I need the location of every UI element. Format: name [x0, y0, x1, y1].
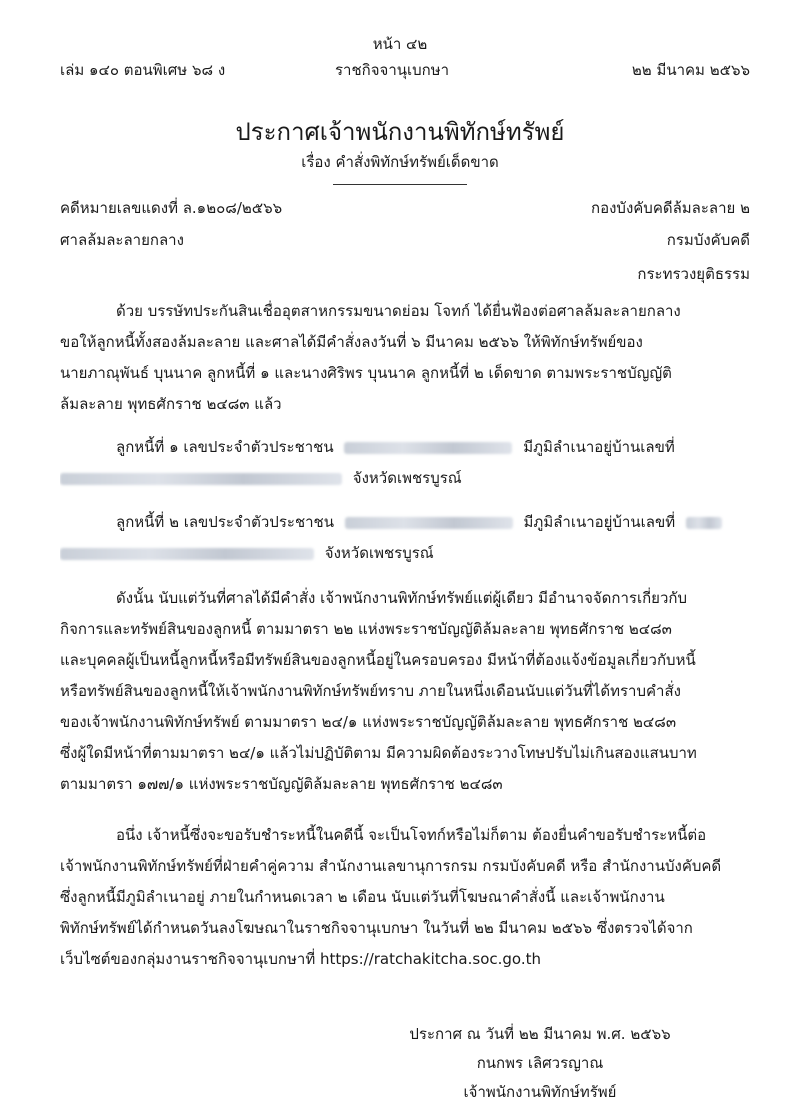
paragraph-intro: [60, 296, 750, 420]
debtor-2-id-label: ลูกหนี้ที่ ๒ เลขประจำตัวประชาชน: [116, 513, 334, 531]
paragraph-line: ซึ่งผู้ใดมีหน้าที่ตามมาตรา ๒๔/๑ แล้วไม่ปฏิบัติตาม มีความผิดต้องระวางโทษปรับไม่เกินสองแสนบาท: [60, 744, 697, 762]
paragraph-line: หรือทรัพย์สินของลูกหนี้ให้เจ้าพนักงานพิทักษ์ทรัพย์ทราบ ภายในหนึ่งเดือนนับแต่วันที่ได้ทราบคำสั่ง: [60, 682, 681, 700]
debtor-1-line: [60, 463, 750, 494]
paragraph-line: นายภาณุพันธ์ บุนนาค ลูกหนี้ที่ ๑ และนางศิริพร บุนนาค ลูกหนี้ที่ ๒ เด็ดขาด ตามพระราชบัญญัติ: [60, 364, 672, 382]
signer-name: กนกพร เลิศวรญาณ: [476, 1054, 604, 1072]
debtor-2-line: [60, 538, 750, 569]
paragraph-line: ดังนั้น นับแต่วันที่ศาลได้มีคำสั่ง เจ้าพนักงานพิทักษ์ทรัพย์แต่ผู้เดียว มีอำนาจจัดการเกี่ยวกับ: [116, 589, 687, 607]
redacted-house-number: [686, 517, 722, 529]
division-name: กองบังคับคดีล้มละลาย ๒: [591, 199, 750, 217]
document-subject: เรื่อง คำสั่งพิทักษ์ทรัพย์เด็ดขาด: [301, 153, 499, 171]
paragraph-line: ตามมาตรา ๑๗๗/๑ แห่งพระราชบัญญัติล้มละลาย พุทธศักราช ๒๔๘๓: [60, 775, 503, 793]
debtor-1-line: [60, 432, 750, 463]
debtor-1-address-label: มีภูมิลำเนาอยู่บ้านเลขที่: [523, 438, 675, 456]
gazette-header: [60, 58, 750, 80]
paragraph-line: และบุคคลผู้เป็นหนี้ลูกหนี้หรือมีทรัพย์สินของลูกหนี้อยู่ในครอบครอง มีหน้าที่ต้องแจ้งข้อมูลเกี่ยวกับหนี้: [60, 651, 696, 669]
debtor-2-line: [60, 507, 750, 538]
paragraph-line: กิจการและทรัพย์สินของลูกหนี้ ตามมาตรา ๒๒ แห่งพระราชบัญญัติล้มละลาย พุทธศักราช ๒๔๘๓: [60, 620, 672, 638]
volume-info: เล่ม ๑๔๐ ตอนพิเศษ ๖๘ ง: [60, 61, 226, 79]
signature-block: [140, 1020, 800, 1107]
paragraph-line: พิทักษ์ทรัพย์ได้กำหนดวันลงโฆษณาในราชกิจจานุเบกษา ในวันที่ ๒๒ มีนาคม ๒๕๖๖ ซึ่งตรวจได้จาก: [60, 919, 693, 937]
title-divider: [333, 184, 467, 185]
paragraph-line: ล้มละลาย พุทธศักราช ๒๔๘๓ แล้ว: [60, 395, 282, 413]
debtor-2-address-label: มีภูมิลำเนาอยู่บ้านเลขที่: [523, 513, 676, 531]
paragraph-line: ซึ่งลูกหนี้มีภูมิลำเนาอยู่ ภายในกำหนดเวลา ๒ เดือน นับแต่วันที่โฆษณาคำสั่งนี้ และเจ้าพนักงาน: [60, 888, 665, 906]
page-number: หน้า ๔๒: [372, 35, 428, 53]
document-title: ประกาศเจ้าพนักงานพิทักษ์ทรัพย์: [235, 118, 565, 146]
debtor-1-id-label: ลูกหนี้ที่ ๑ เลขประจำตัวประชาชน: [116, 438, 334, 456]
redacted-address: [60, 473, 342, 485]
paragraph-authority: [60, 583, 750, 800]
paragraph-line: อนึ่ง เจ้าหนี้ซึ่งจะขอรับชำระหนี้ในคดีนี้ จะเป็นโจทก์หรือไม่ก็ตาม ต้องยื่นคำขอรับชำระหนี้ต่อ: [116, 826, 707, 844]
debtor-2-province: จังหวัดเพชรบูรณ์: [324, 544, 434, 562]
redacted-id: [345, 517, 513, 529]
gazette-name: ราชกิจจานุเบกษา: [335, 61, 450, 79]
redacted-id: [344, 442, 512, 454]
debtor-1-info: [60, 432, 750, 494]
redacted-address: [60, 548, 314, 560]
paragraph-line: ด้วย บรรษัทประกันสินเชื่ออุตสาหกรรมขนาดย่อม โจทก์ ได้ยื่นฟ้องต่อศาลล้มละลายกลาง: [116, 302, 681, 320]
paragraph-line: ของเจ้าพนักงานพิทักษ์ทรัพย์ ตามมาตรา ๒๔/๑ แห่งพระราชบัญญัติล้มละลาย พุทธศักราช ๒๔๘๓: [60, 713, 677, 731]
paragraph-line: เว็บไซต์ของกลุ่มงานราชกิจจานุเบกษาที่ https://ratchakitcha.soc.go.th: [60, 950, 541, 968]
paragraph-creditors: [60, 820, 750, 975]
debtor-1-province: จังหวัดเพชรบูรณ์: [352, 469, 462, 487]
court-name: ศาลล้มละลายกลาง: [60, 231, 184, 249]
department-name: กรมบังคับคดี: [666, 231, 750, 249]
case-number: คดีหมายเลขแดงที่ ล.๑๒๐๘/๒๕๖๖: [60, 199, 283, 217]
signer-position: เจ้าพนักงานพิทักษ์ทรัพย์: [463, 1083, 617, 1101]
paragraph-line: เจ้าพนักงานพิทักษ์ทรัพย์ที่ฝ่ายคำคู่ความ สำนักงานเลขานุการกรม กรมบังคับคดี หรือ สำนักงานบังคับคดี: [60, 857, 722, 875]
ministry-name: กระทรวงยุติธรรม: [637, 265, 750, 283]
debtor-2-info: [60, 507, 750, 569]
gazette-date: ๒๒ มีนาคม ๒๕๖๖: [631, 61, 750, 79]
announcement-date: ประกาศ ณ วันที่ ๒๒ มีนาคม พ.ศ. ๒๕๖๖: [409, 1025, 671, 1043]
paragraph-line: ขอให้ลูกหนี้ทั้งสองล้มละลาย และศาลได้มีคำสั่งลงวันที่ ๖ มีนาคม ๒๕๖๖ ให้พิทักษ์ทรัพย์ของ: [60, 333, 643, 351]
